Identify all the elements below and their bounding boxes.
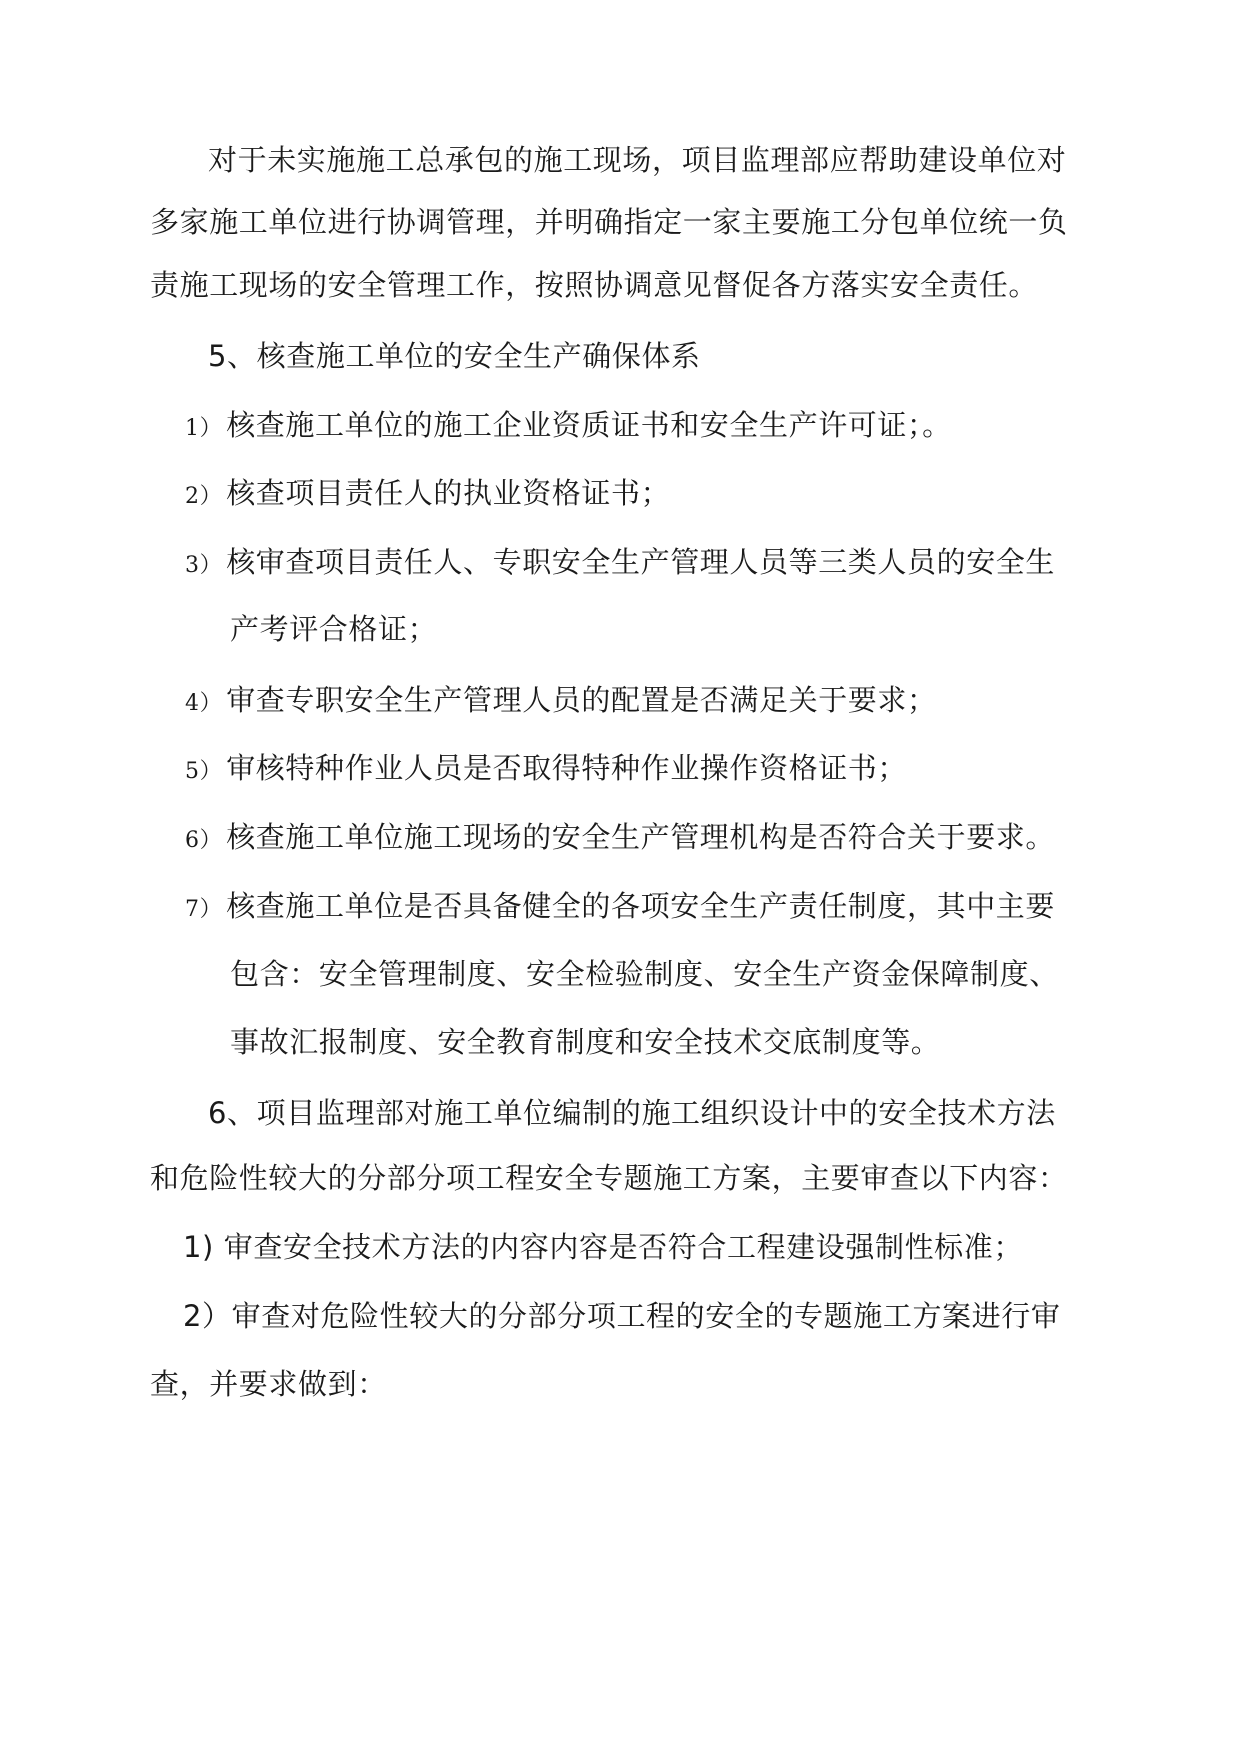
list-item-4 <box>185 680 1135 720</box>
section-6-line-2: 和危险性较大的分部分项工程安全专题施工方案，主要审查以下内容： <box>150 1161 1068 1195</box>
list-item-1 <box>185 405 1135 445</box>
paragraph-line-2: 多家施工单位进行协调管理，并明确指定一家主要施工分包单位统一负 <box>150 205 1068 239</box>
list-item-text: 审核特种作业人员是否取得特种作业操作资格证书； <box>226 751 908 785</box>
list-item-text: 核审查项目责任人、专职安全生产管理人员等三类人员的安全生 <box>226 545 1056 579</box>
list-marker: 3） <box>185 553 223 578</box>
paragraph-line-1: 对于未实施施工总承包的施工现场，项目监理部应帮助建设单位对 <box>208 143 1067 177</box>
paragraph-line-3: 责施工现场的安全管理工作，按照协调意见督促各方落实安全责任。 <box>150 268 1039 302</box>
list-marker: 6） <box>185 828 223 853</box>
list-item-text: 核查项目责任人的执业资格证书； <box>226 476 671 510</box>
list-marker: 4） <box>185 691 223 716</box>
review-item-1: 1) 审查安全技术方法的内容内容是否符合工程建设强制性标准； <box>183 1230 1023 1264</box>
list-item-3-continuation: 产考评合格证； <box>230 612 438 646</box>
list-marker: 7） <box>185 897 223 922</box>
list-marker: 1） <box>185 416 223 441</box>
list-item-7-continuation-2: 事故汇报制度、安全教育制度和安全技术交底制度等。 <box>230 1025 941 1059</box>
section-heading-5: 5、核查施工单位的安全生产确保体系 <box>208 339 701 373</box>
list-item-2 <box>185 473 1135 513</box>
list-item-5 <box>185 748 1135 788</box>
review-item-2-continuation: 查，并要求做到： <box>150 1367 387 1401</box>
list-item-text: 审查专职安全生产管理人员的配置是否满足关于要求； <box>226 683 937 717</box>
review-item-2: 2）审查对危险性较大的分部分项工程的安全的专题施工方案进行审 <box>183 1299 1061 1333</box>
list-item-text: 核查施工单位的施工企业资质证书和安全生产许可证；。 <box>226 408 952 442</box>
list-marker: 5） <box>185 759 223 784</box>
list-item-3 <box>185 542 1135 582</box>
list-marker: 2） <box>185 484 223 509</box>
list-item-7 <box>185 886 1135 926</box>
list-item-7-continuation-1: 包含：安全管理制度、安全检验制度、安全生产资金保障制度、 <box>230 957 1059 991</box>
list-item-text: 核查施工单位是否具备健全的各项安全生产责任制度，其中主要 <box>226 889 1056 923</box>
section-heading-6: 6、项目监理部对施工单位编制的施工组织设计中的安全技术方法 <box>208 1096 1056 1130</box>
list-item-text: 核查施工单位施工现场的安全生产管理机构是否符合关于要求。 <box>226 820 1056 854</box>
list-item-6 <box>185 817 1135 857</box>
